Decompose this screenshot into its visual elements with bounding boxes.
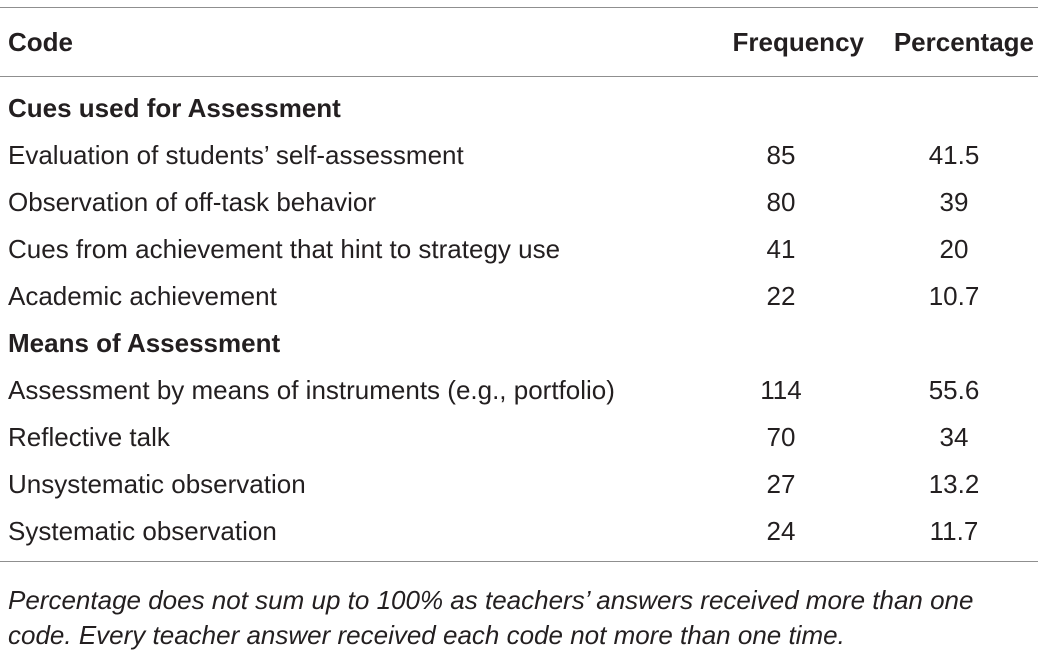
cell-percentage: 11.7	[929, 516, 979, 546]
column-header-percentage: Percentage	[893, 26, 1034, 57]
cell-frequency: 80	[766, 187, 796, 217]
table-row	[0, 179, 1038, 226]
section-heading-row	[0, 77, 1038, 133]
cell-frequency: 114	[760, 375, 802, 405]
table-row	[0, 273, 1038, 320]
cell-percentage: 13.2	[928, 469, 980, 499]
cell-code: Assessment by means of instruments (e.g., portfolio)	[8, 375, 615, 405]
section-title-means: Means of Assessment	[8, 328, 281, 358]
code-frequency-table	[0, 7, 1038, 562]
cell-percentage: 20	[939, 234, 969, 264]
cell-frequency: 41	[766, 234, 796, 264]
section-heading-row	[0, 320, 1038, 367]
cell-code: Evaluation of students’ self-assessment	[8, 140, 464, 170]
column-header-frequency: Frequency	[732, 26, 864, 57]
table-row	[0, 132, 1038, 179]
cell-code: Reflective talk	[8, 422, 170, 452]
cell-frequency: 24	[766, 516, 796, 546]
table-footnote: Percentage does not sum up to 100% as teachers’ answers received more than one code. Every teacher answer received each code not more than one time.	[8, 585, 974, 650]
cell-percentage: 41.5	[928, 140, 980, 170]
cell-percentage: 55.6	[928, 375, 980, 405]
table-row	[0, 367, 1038, 414]
cell-code: Unsystematic observation	[8, 469, 306, 499]
cell-percentage: 39	[939, 187, 969, 217]
table-row	[0, 461, 1038, 508]
cell-code: Observation of off-task behavior	[8, 187, 377, 217]
cell-frequency: 70	[766, 422, 796, 452]
cell-percentage: 34	[939, 422, 969, 452]
cell-code: Systematic observation	[8, 516, 277, 546]
table-row	[0, 414, 1038, 461]
cell-code: Academic achievement	[8, 281, 277, 311]
table-body	[0, 77, 1038, 562]
header-row	[0, 8, 1038, 77]
table-header	[0, 8, 1038, 77]
cell-percentage: 10.7	[928, 281, 980, 311]
table-row	[0, 226, 1038, 273]
cell-frequency: 85	[766, 140, 796, 170]
cell-frequency: 27	[766, 469, 796, 499]
section-title-cues: Cues used for Assessment	[8, 93, 341, 123]
column-header-code: Code	[8, 26, 73, 57]
table-row	[0, 508, 1038, 562]
cell-code: Cues from achievement that hint to strategy use	[8, 234, 561, 264]
cell-frequency: 22	[766, 281, 796, 311]
